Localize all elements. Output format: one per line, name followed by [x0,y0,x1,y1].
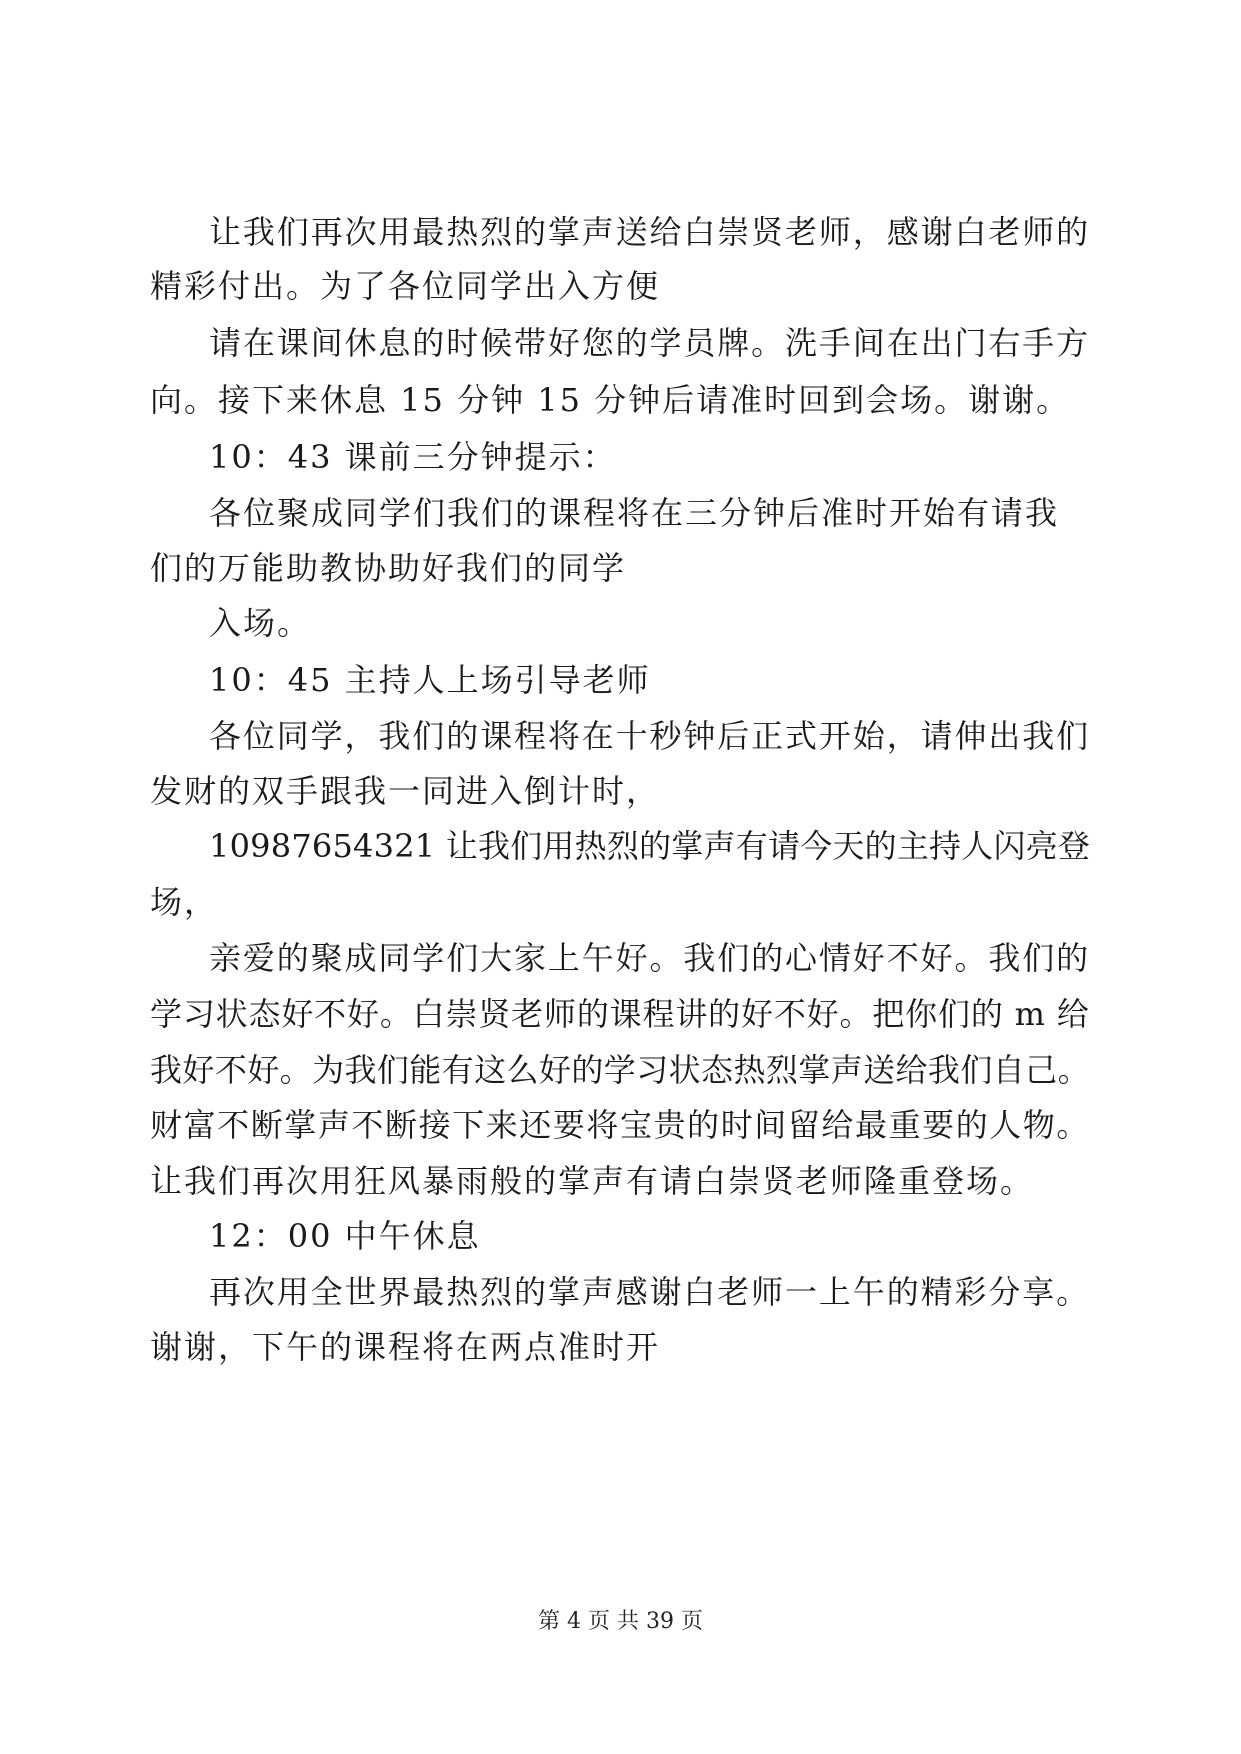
paragraph-line: 谢谢，下午的课程将在两点准时开 [150,1328,661,1366]
paragraph-line: 们的万能助教协助好我们的同学 [150,549,627,587]
paragraph-line: 入场。 [209,604,312,642]
paragraph-line: 财富不断掌声不断接下来还要将宝贵的时间留给最重要的人物。 [150,1106,1091,1144]
section-time-heading: 12：00 中午休息 [209,1217,481,1255]
paragraph-line: 让我们再次用狂风暴雨般的掌声有请白崇贤老师隆重登场。 [150,1162,1035,1200]
paragraph-line: 精彩付出。为了各位同学出入方便 [150,267,661,305]
paragraph-line: 亲爱的聚成同学们大家上午好。我们的心情好不好。我们的 [209,939,1091,977]
section-time-heading: 10：45 主持人上场引导老师 [209,661,651,699]
paragraph-line: 各位聚成同学们我们的课程将在三分钟后准时开始有请我 [209,494,1060,532]
paragraph-line: 学习状态好不好。白崇贤老师的课程讲的好不好。把你们的 m 给 [150,995,1090,1033]
page-number-footer: 第 4 页 共 39 页 [538,1609,703,1634]
paragraph-line: 10987654321 让我们用热烈的掌声有请今天的主持人闪亮登 [209,827,1091,865]
paragraph-line: 我好不好。为我们能有这么好的学习状态热烈掌声送给我们自己。 [150,1051,1091,1089]
paragraph-line: 再次用全世界最热烈的掌声感谢白老师一上午的精彩分享。 [209,1273,1091,1311]
paragraph-line: 各位同学，我们的课程将在十秒钟后正式开始，请伸出我们 [209,717,1091,755]
paragraph-line: 让我们再次用最热烈的掌声送给白崇贤老师，感谢白老师的 [209,213,1091,251]
paragraph-line: 向。接下来休息 15 分钟 15 分钟后请准时回到会场。谢谢。 [150,381,1071,419]
section-time-heading: 10：43 课前三分钟提示： [209,438,617,476]
paragraph-line: 发财的双手跟我一同进入倒计时， [150,772,661,810]
paragraph-line: 请在课间休息的时候带好您的学员牌。洗手间在出门右手方 [209,324,1091,362]
paragraph-line: 场， [150,883,219,921]
